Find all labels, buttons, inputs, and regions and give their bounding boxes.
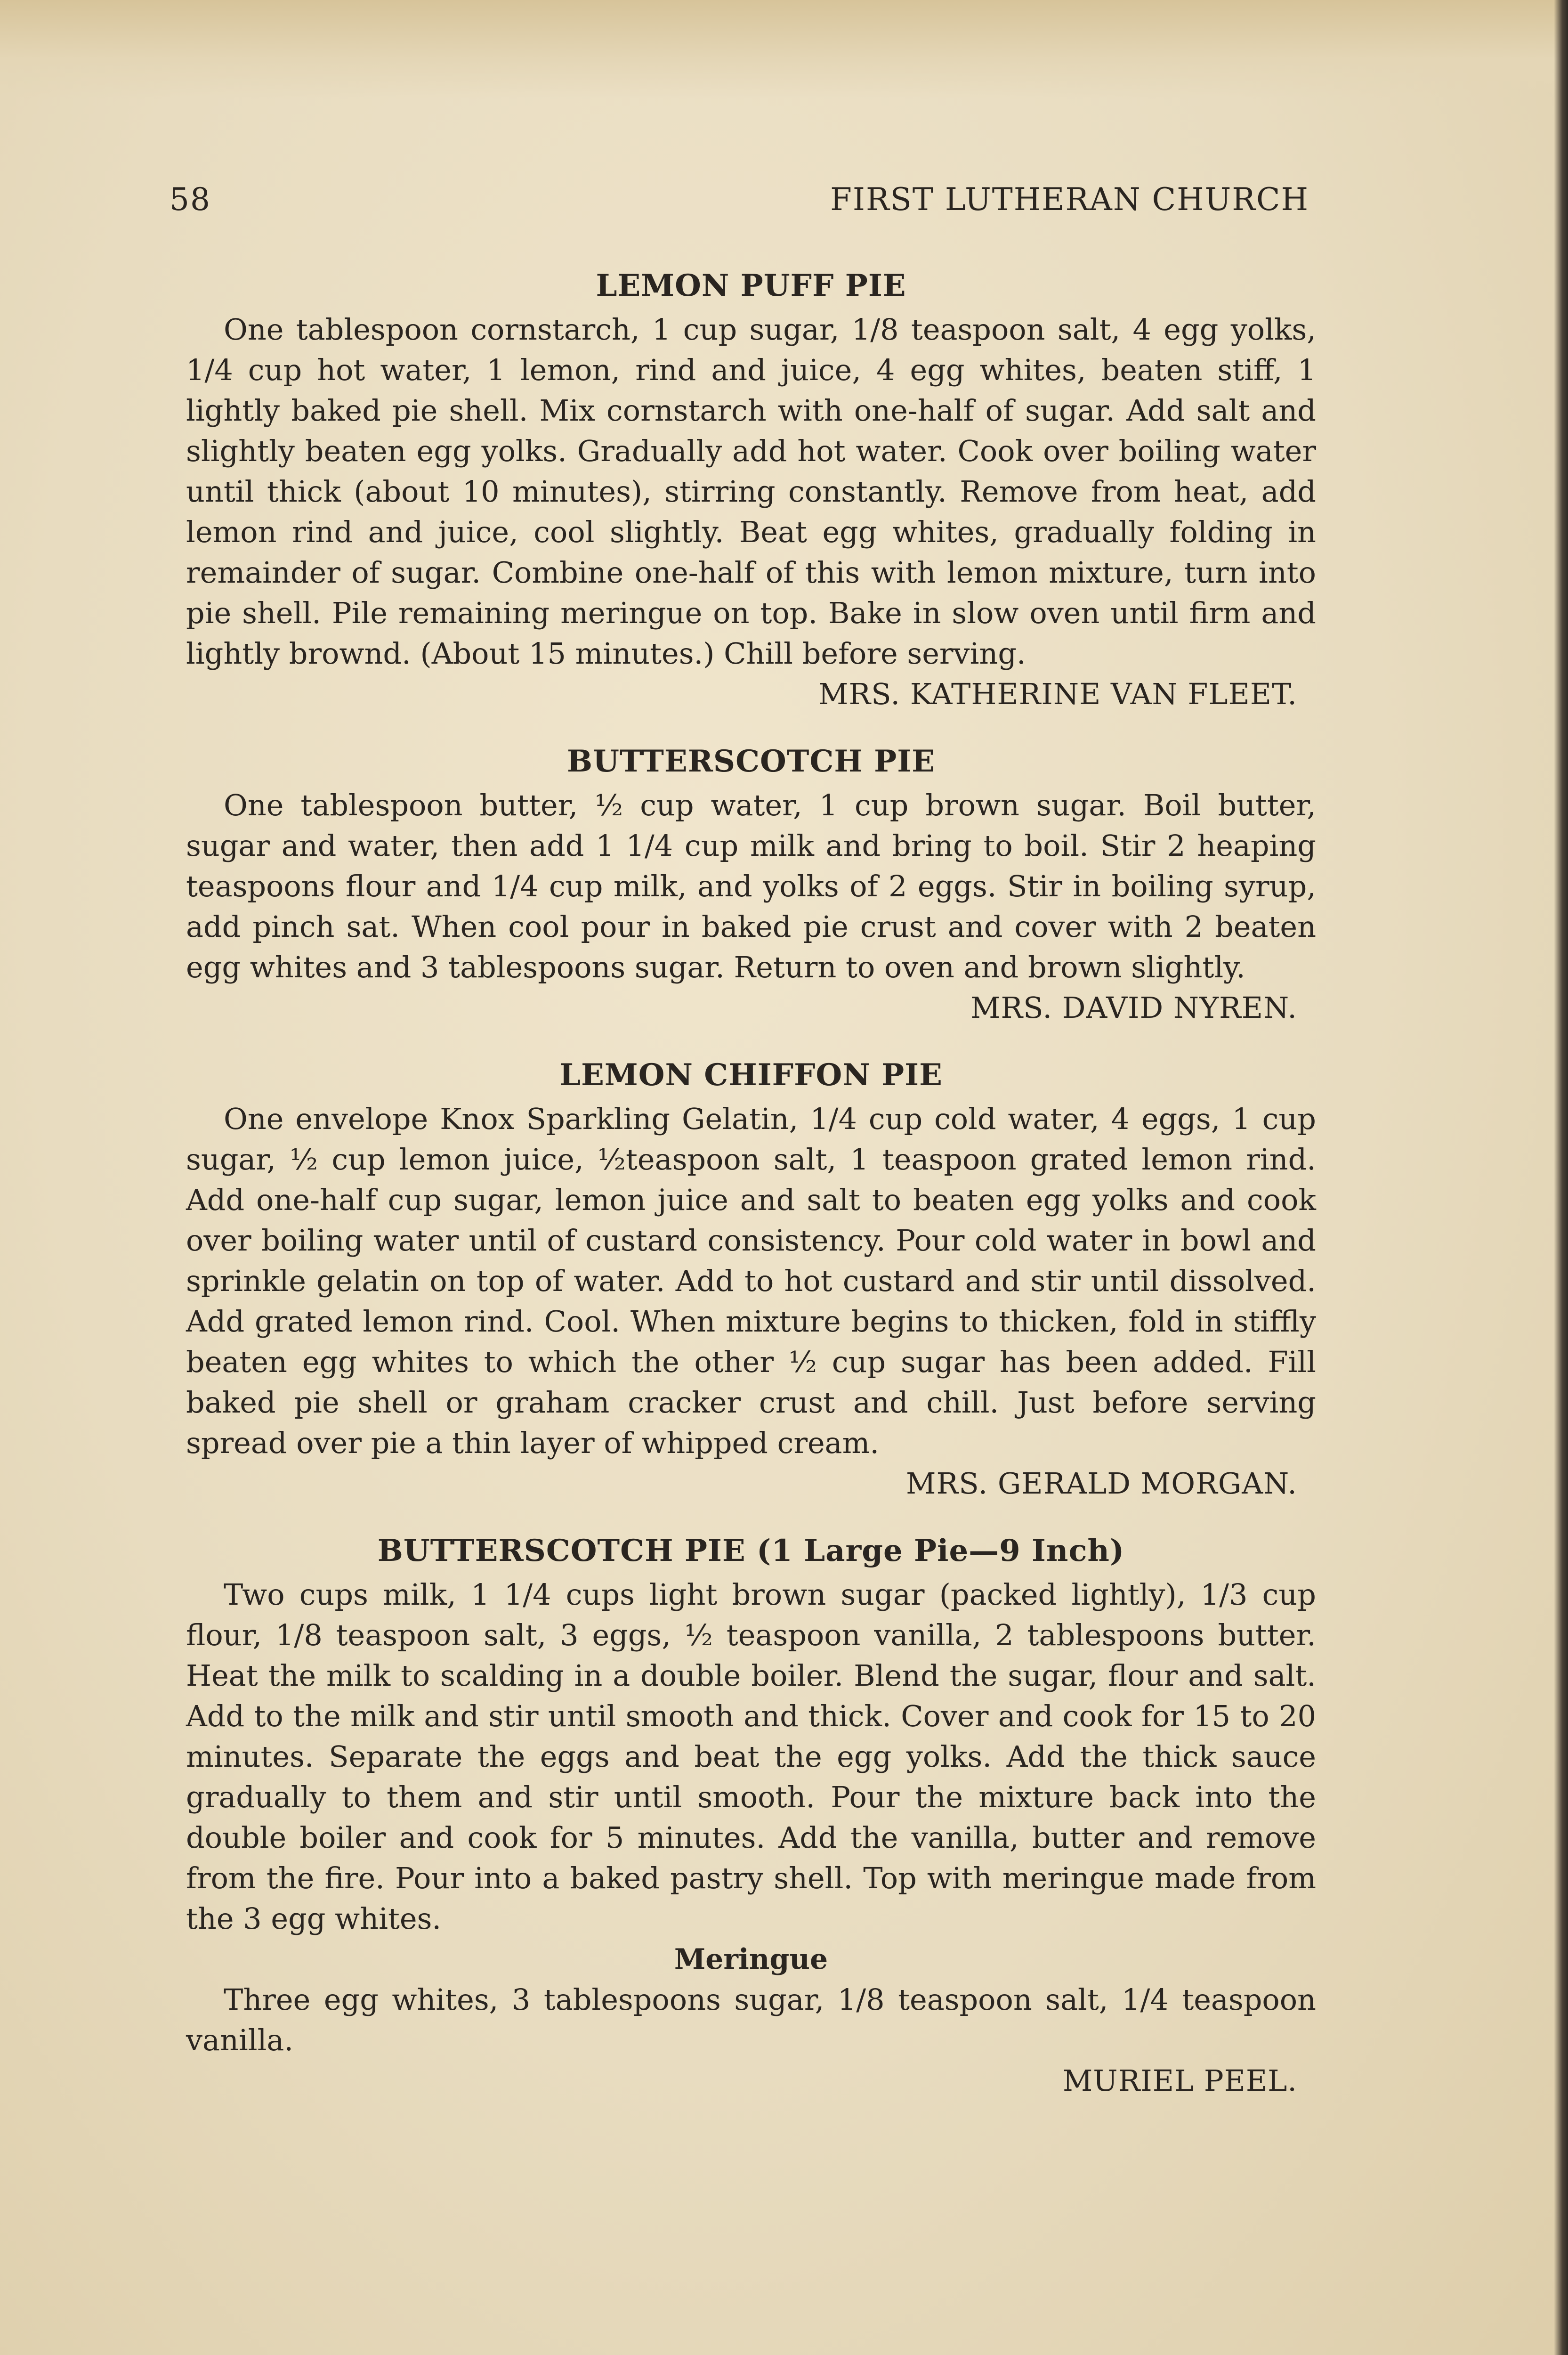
page-edge-shadow [1554, 0, 1568, 2355]
recipe-attribution: MURIEL PEEL. [1062, 2063, 1297, 2098]
recipe-body [186, 785, 1316, 988]
recipe-text: One envelope Knox Sparkling Gelatin, 1/4 cup cold water, 4 eggs, 1 cup sugar, ½ cup lemon juice, ½teaspoon salt, 1 teaspoon grated lemon rind. Add one-half cup sugar, lemon juice and salt to beaten egg yolks and cook over boiling water until of custard consistency. Pour cold water in bowl and sprinkle gelatin on top of water. Add to hot custard and stir until dissolved. Add grated lemon rind. Cool. When mixture begins to thicken, fold in stiffly beaten egg whites to which the other ½ cup sugar has been added. Fill baked pie shell or graham cracker crust and chill. Just before serving spread over pie a thin layer of whipped cream. [186, 1102, 1316, 1460]
recipe-body [186, 1575, 1316, 1939]
recipe-title: LEMON CHIFFON PIE [559, 1057, 943, 1093]
page-header [170, 181, 1309, 233]
recipe-title: BUTTERSCOTCH PIE (1 Large Pie—9 Inch) [377, 1533, 1125, 1568]
recipe-title: LEMON PUFF PIE [596, 268, 906, 303]
recipe-sub-body [186, 1980, 1316, 2061]
recipe-lemon-puff-pie [186, 266, 1316, 715]
running-head: FIRST LUTHERAN CHURCH [830, 181, 1309, 218]
water-stain [0, 0, 1568, 99]
recipe-attribution: MRS. GERALD MORGAN. [906, 1466, 1297, 1501]
recipe-lemon-chiffon-pie [186, 1056, 1316, 1504]
recipe-list [186, 266, 1316, 2128]
recipe-text: One tablespoon cornstarch, 1 cup sugar, 1/8 teaspoon salt, 4 egg yolks, 1/4 cup hot water, 1 lemon, rind and juice, 4 egg whites, beaten stiff, 1 lightly baked pie shell. Mix cornstarch with one-half of sugar. Add salt and slightly beaten egg yolks. Gradually add hot water. Cook over boiling water until thick (about 10 minutes), stirring constantly. Remove from heat, add lemon rind and juice, cool slightly. Beat egg whites, gradually folding in remainder of sugar. Combine one-half of this with lemon mixture, turn into pie shell. Pile remaining meringue on top. Bake in slow oven until firm and lightly brownd. (About 15 minutes.) Chill before serving. [186, 312, 1316, 671]
page-number: 58 [170, 181, 211, 218]
recipe-attribution: MRS. KATHERINE VAN FLEET. [818, 677, 1297, 711]
recipe-butterscotch-pie [186, 742, 1316, 1028]
recipe-subtitle: Meringue [674, 1943, 828, 1976]
recipe-body [186, 1099, 1316, 1463]
recipe-sub-text: Three egg whites, 3 tablespoons sugar, 1/8 teaspoon salt, 1/4 teaspoon vanilla. [186, 1982, 1316, 2057]
recipe-butterscotch-pie-large [186, 1531, 1316, 2101]
recipe-text: One tablespoon butter, ½ cup water, 1 cup brown sugar. Boil butter, sugar and water, then add 1 1/4 cup milk and bring to boil. Stir 2 heaping teaspoons flour and 1/4 cup milk, and yolks of 2 eggs. Stir in boiling syrup, add pinch sat. When cool pour in baked pie crust and cover with 2 beaten egg whites and 3 tablespoons sugar. Return to oven and brown slightly. [186, 788, 1316, 984]
recipe-attribution: MRS. DAVID NYREN. [970, 991, 1297, 1025]
recipe-body [186, 309, 1316, 674]
recipe-text: Two cups milk, 1 1/4 cups light brown sugar (packed lightly), 1/3 cup flour, 1/8 teaspoon salt, 3 eggs, ½ teaspoon vanilla, 2 tablespoons butter. Heat the milk to scalding in a double boiler. Blend the sugar, flour and salt. Add to the milk and stir until smooth and thick. Cover and cook for 15 to 20 minutes. Separate the eggs and beat the egg yolks. Add the thick sauce gradually to them and stir until smooth. Pour the mixture back into the double boiler and cook for 5 minutes. Add the vanilla, butter and remove from the fire. Pour into a baked pastry shell. Top with meringue made from the 3 egg whites. [186, 1577, 1316, 1936]
recipe-title: BUTTERSCOTCH PIE [567, 744, 935, 779]
